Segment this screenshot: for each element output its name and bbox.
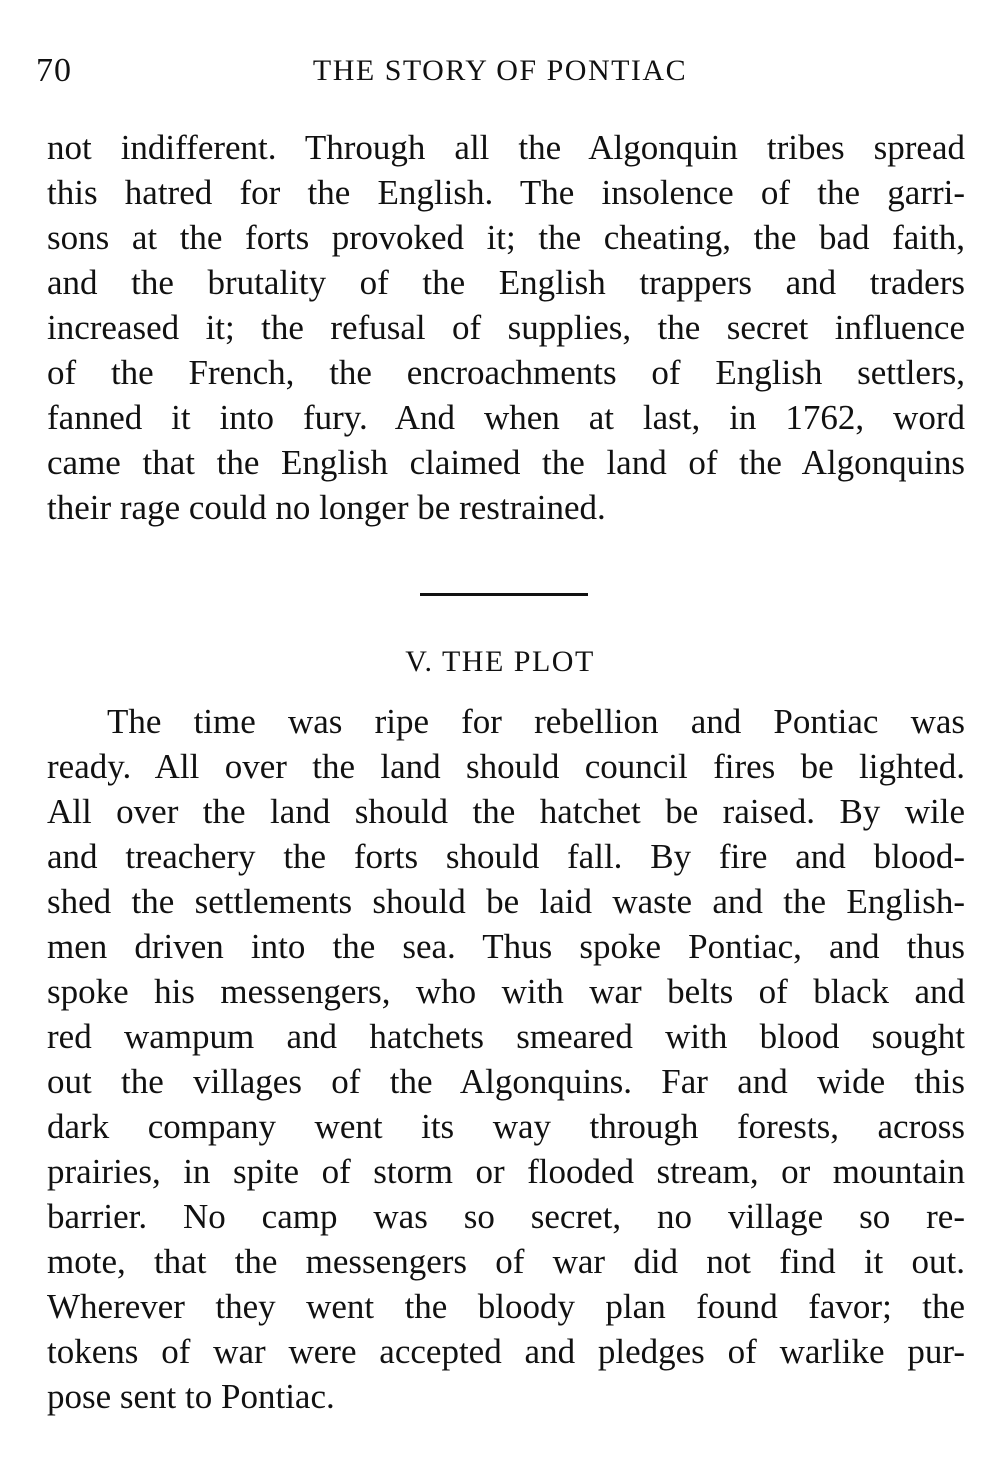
paragraph-1-line: their rage could no longer be restrained. — [47, 488, 606, 527]
section-divider — [420, 593, 588, 596]
paragraph-2-line: ready. All over the land should council fires be lighted. — [47, 747, 965, 786]
paragraph-2-line: All over the land should the hatchet be raised. By wile — [47, 792, 965, 831]
paragraph-1-line: sons at the forts provoked it; the cheating, the bad faith, — [47, 218, 965, 257]
paragraph-2-line: The time was ripe for rebellion and Pontiac was — [107, 702, 965, 741]
paragraph-2-line: prairies, in spite of storm or flooded stream, or mountain — [47, 1152, 965, 1191]
paragraph-1-line: came that the English claimed the land of the Algonquins — [47, 443, 965, 482]
paragraph-2-line: out the villages of the Algonquins. Far and wide this — [47, 1062, 965, 1101]
paragraph-1-line: fanned it into fury. And when at last, in 1762, word — [47, 398, 965, 437]
paragraph-2-line: shed the settlements should be laid waste and the English- — [47, 882, 965, 921]
paragraph-2-line: red wampum and hatchets smeared with blood sought — [47, 1017, 965, 1056]
paragraph-1-line: of the French, the encroachments of English settlers, — [47, 353, 965, 392]
paragraph-2-line: and treachery the forts should fall. By fire and blood- — [47, 837, 965, 876]
paragraph-1-line: increased it; the refusal of supplies, the secret influence — [47, 308, 965, 347]
paragraph-2-line: dark company went its way through forests, across — [47, 1107, 965, 1146]
running-title: THE STORY OF PONTIAC — [312, 54, 688, 87]
paragraph-1-line: this hatred for the English. The insolence of the garri- — [47, 173, 965, 212]
paragraph-2-line: barrier. No camp was so secret, no village so re- — [47, 1197, 965, 1236]
paragraph-1-line: and the brutality of the English trappers and traders — [47, 263, 965, 302]
paragraph-2-line: mote, that the messengers of war did not find it out. — [47, 1242, 965, 1281]
paragraph-2-line: spoke his messengers, who with war belts of black and — [47, 972, 965, 1011]
paragraph-2-line: Wherever they went the bloody plan found favor; the — [47, 1287, 965, 1326]
paragraph-2-line: pose sent to Pontiac. — [47, 1377, 335, 1416]
paragraph-1-line: not indifferent. Through all the Algonquin tribes spread — [47, 128, 965, 167]
chapter-heading: V. THE PLOT — [405, 645, 595, 678]
paragraph-2-line: men driven into the sea. Thus spoke Pontiac, and thus — [47, 927, 965, 966]
page-number: 70 — [36, 52, 72, 89]
paragraph-2-line: tokens of war were accepted and pledges of warlike pur- — [47, 1332, 965, 1371]
